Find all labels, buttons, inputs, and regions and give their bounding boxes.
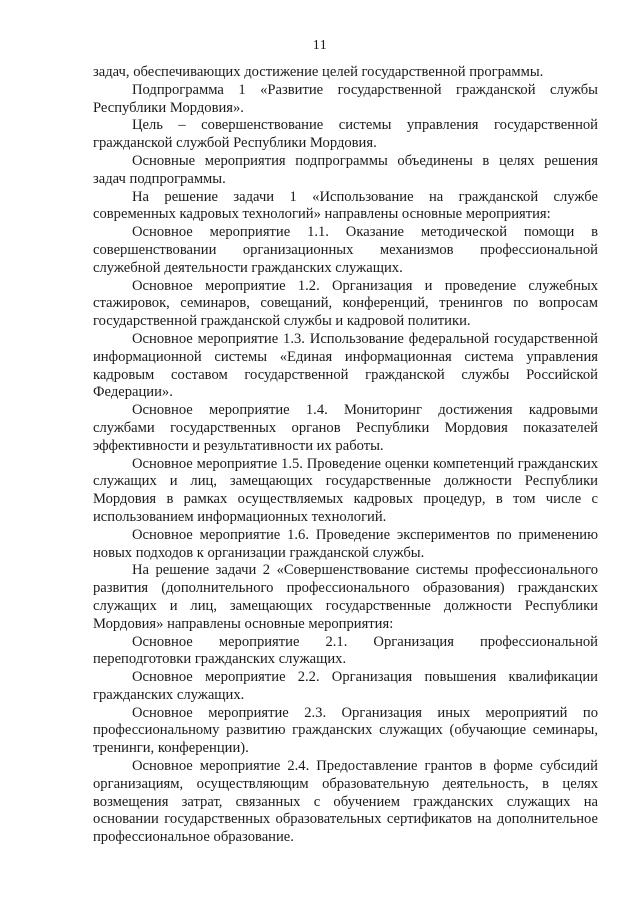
paragraph-activity-1-3: Основное мероприятие 1.3. Использование федеральной государственной информационной системы «Единая информационная система управления кадровым составом государственной гражданской службы Российской Федерации». bbox=[93, 330, 598, 401]
paragraph-activity-1-1: Основное мероприятие 1.1. Оказание методической помощи в совершенствовании организационных механизмов профессиональной служебной деятельности гражданских служащих. bbox=[93, 224, 598, 276]
paragraph-activity-1-2: Основное мероприятие 1.2. Организация и проведение служебных стажировок, семинаров, совещаний, конференций, тренингов по вопросам государственной гражданской службы и кадровой политики. bbox=[93, 277, 598, 330]
paragraph-activity-1-6: Основное мероприятие 1.6. Проведение экспериментов по применению новых подходов к организации гражданской службы. bbox=[93, 526, 598, 561]
page-number: 11 bbox=[312, 38, 328, 53]
paragraph-goal: Цель – совершенствование системы управления государственной гражданской службой Республики Мордовия. bbox=[93, 117, 598, 152]
paragraph-continuation: задач, обеспечивающих достижение целей государственной программы. bbox=[93, 64, 544, 80]
paragraph-activity-2-2: Основное мероприятие 2.2. Организация повышения квалификации гражданских служащих. bbox=[93, 669, 598, 703]
paragraph-activity-2-1: Основное мероприятие 2.1. Организация профессиональной переподготовки гражданских служащих. bbox=[93, 633, 598, 668]
paragraph-activities-grouping: Основные мероприятия подпрограммы объединены в целях решения задач подпрограммы. bbox=[93, 152, 598, 187]
paragraph-task-1: На решение задачи 1 «Использование на гражданской службе современных кадровых технологий» направлены основные мероприятия: bbox=[93, 188, 598, 223]
paragraph-activity-1-5: Основное мероприятие 1.5. Проведение оценки компетенций гражданских служащих и лиц, замещающих государственные должности Республики Мордовия в рамках осуществляемых кадровых процедур, в том числе с использованием информационных технологий. bbox=[93, 455, 598, 525]
paragraph-activity-2-3: Основное мероприятие 2.3. Организация иных мероприятий по профессиональному развитию гражданских служащих (обучающие семинары, тренинги, конференции). bbox=[93, 704, 598, 757]
paragraph-subprogram-title: Подпрограмма 1 «Развитие государственной гражданской службы Республики Мордовия». bbox=[93, 81, 598, 116]
paragraph-activity-1-4: Основное мероприятие 1.4. Мониторинг достижения кадровыми службами государственных органов Республики Мордовия показателей эффективности и результативности их работы. bbox=[93, 402, 598, 454]
paragraph-task-2: На решение задачи 2 «Совершенствование системы профессионального развития (дополнительного профессионального образования) гражданских служащих и лиц, замещающих государственные должности Республики Мордовия» направлены основные мероприятия: bbox=[93, 562, 598, 632]
paragraph-activity-2-4: Основное мероприятие 2.4. Предоставление грантов в форме субсидий организациям, осуществляющим образовательную деятельность, в целях возмещения затрат, связанных с обучением гражданских служащих на основании государственных образовательных сертификатов на дополнительное профессиональное образование. bbox=[93, 758, 598, 846]
document-body bbox=[93, 64, 598, 847]
